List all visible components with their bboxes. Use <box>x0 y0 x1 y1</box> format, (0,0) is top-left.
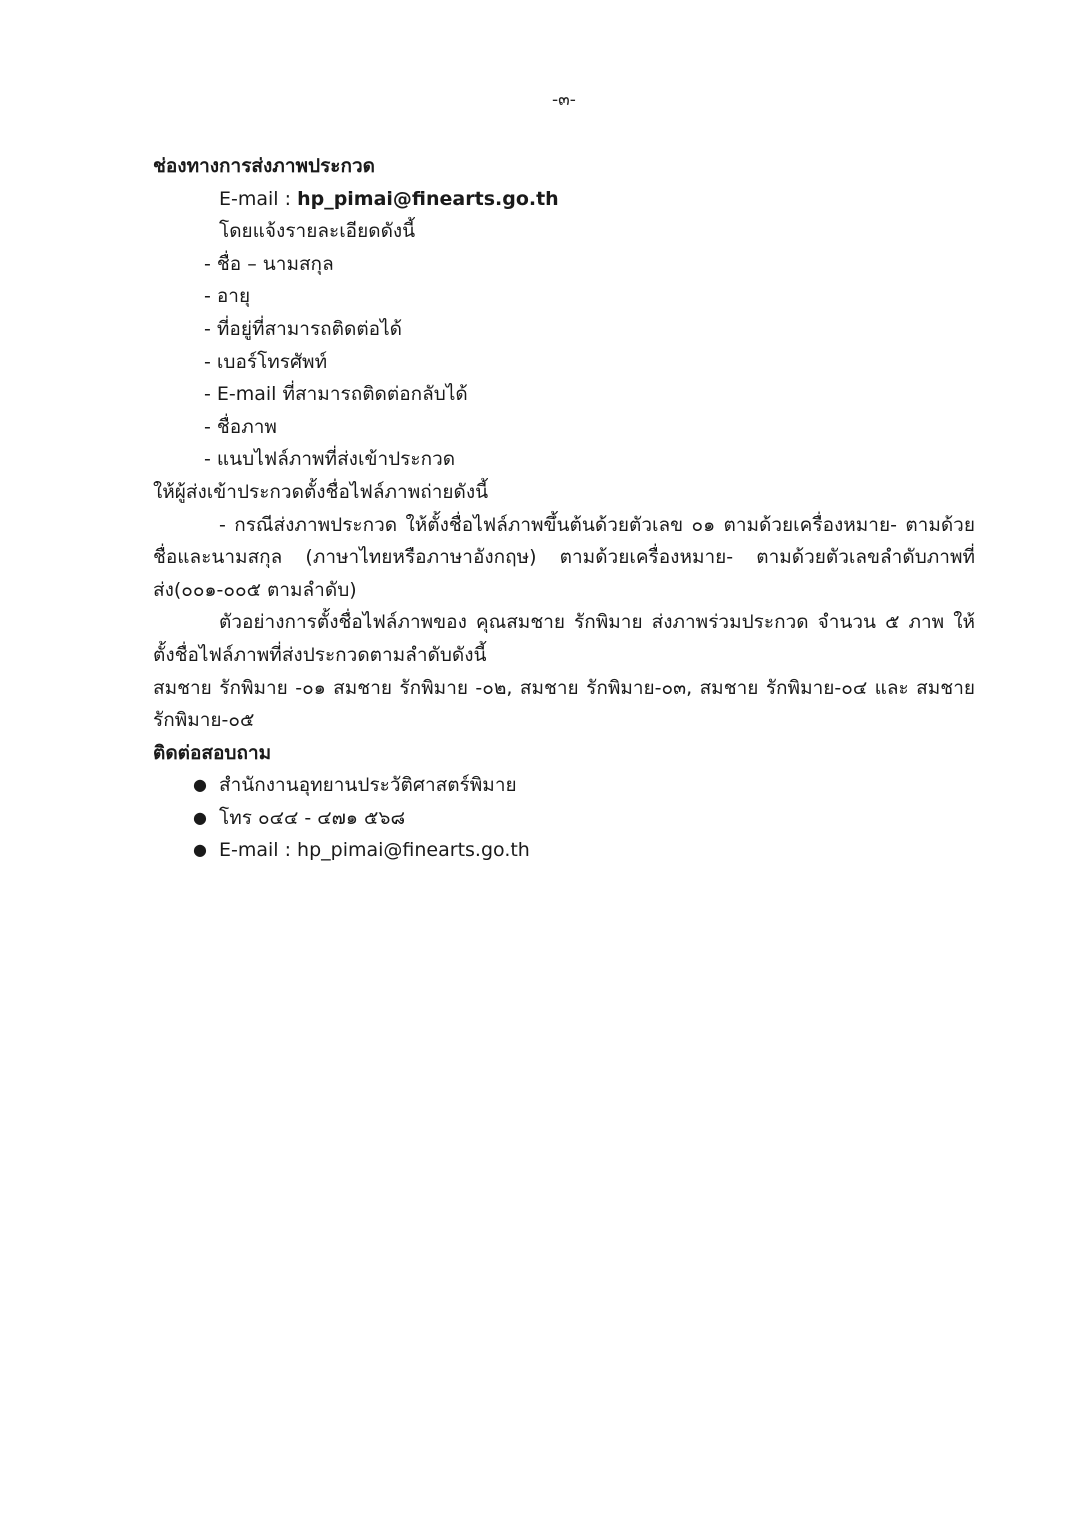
page-content <box>153 150 975 867</box>
submission-email-label: E-mail : <box>219 187 298 210</box>
bullet-icon: ● <box>193 775 207 795</box>
contact-list <box>153 769 975 867</box>
bullet-icon: ● <box>193 840 207 860</box>
details-list <box>153 248 975 476</box>
contact-item-email-text: E-mail : hp_pimai@finearts.go.th <box>219 839 530 862</box>
page-number: -๓- <box>552 90 576 110</box>
file-naming-example-intro: ตัวอย่างการตั้งชื่อไฟล์ภาพของ คุณสมชาย รักพิมาย ส่งภาพร่วมประกวด จำนวน ๕ ภาพ ให้ตั้งชื่อไฟล์ภาพที่ส่งประกวดตามลำดับดังนี้ <box>153 611 975 666</box>
contact-item-office-text: สำนักงานอุทยานประวัติศาสตร์พิมาย <box>219 774 517 797</box>
contact-item-email <box>153 834 975 867</box>
file-naming-intro: ให้ผู้ส่งเข้าประกวดตั้งชื่อไฟล์ภาพถ่ายดังนี้ <box>153 480 489 503</box>
details-item-attach-file: - แนบไฟล์ภาพที่ส่งเข้าประกวด <box>204 448 456 471</box>
contact-item-phone-text: โทร ๐๔๔ - ๔๗๑ ๕๖๘ <box>219 806 406 829</box>
contact-item-office <box>153 769 975 802</box>
details-item-name: - ชื่อ – นามสกุล <box>204 252 334 275</box>
details-item-email: - E-mail ที่สามารถติดต่อกลับได้ <box>204 383 468 406</box>
file-naming-example-names: สมชาย รักพิมาย -๐๑ สมชาย รักพิมาย -๐๒, สมชาย รักพิมาย-๐๓, สมชาย รักพิมาย-๐๔ และ สมชาย รักพิมาย-๐๕ <box>153 676 975 732</box>
file-naming-rule: - กรณีส่งภาพประกวด ให้ตั้งชื่อไฟล์ภาพขึ้นต้นด้วยตัวเลข ๐๑ ตามด้วยเครื่องหมาย- ตามด้วยชื่อและนามสกุล (ภาษาไทยหรือภาษาอังกฤษ) ตามด้วยเครื่องหมาย- ตามด้วยตัวเลขลำดับภาพที่ส่ง(๐๐๑-๐๐๕ ตามลำดับ) <box>153 513 975 601</box>
contact-item-phone <box>153 802 975 835</box>
submission-email-value: hp_pimai@finearts.go.th <box>297 187 559 210</box>
submission-heading: ช่องทางการส่งภาพประกวด <box>153 155 376 177</box>
details-item-photo-title: - ชื่อภาพ <box>204 415 277 438</box>
details-item-phone: - เบอร์โทรศัพท์ <box>204 350 328 373</box>
submission-email-line <box>153 183 975 216</box>
details-item-age: - อายุ <box>204 285 251 308</box>
bullet-icon: ● <box>193 807 207 827</box>
contact-heading: ติดต่อสอบถาม <box>153 741 272 764</box>
details-item-address: - ที่อยู่ที่สามารถติดต่อได้ <box>204 317 402 340</box>
details-intro: โดยแจ้งรายละเอียดดังนี้ <box>219 220 416 243</box>
